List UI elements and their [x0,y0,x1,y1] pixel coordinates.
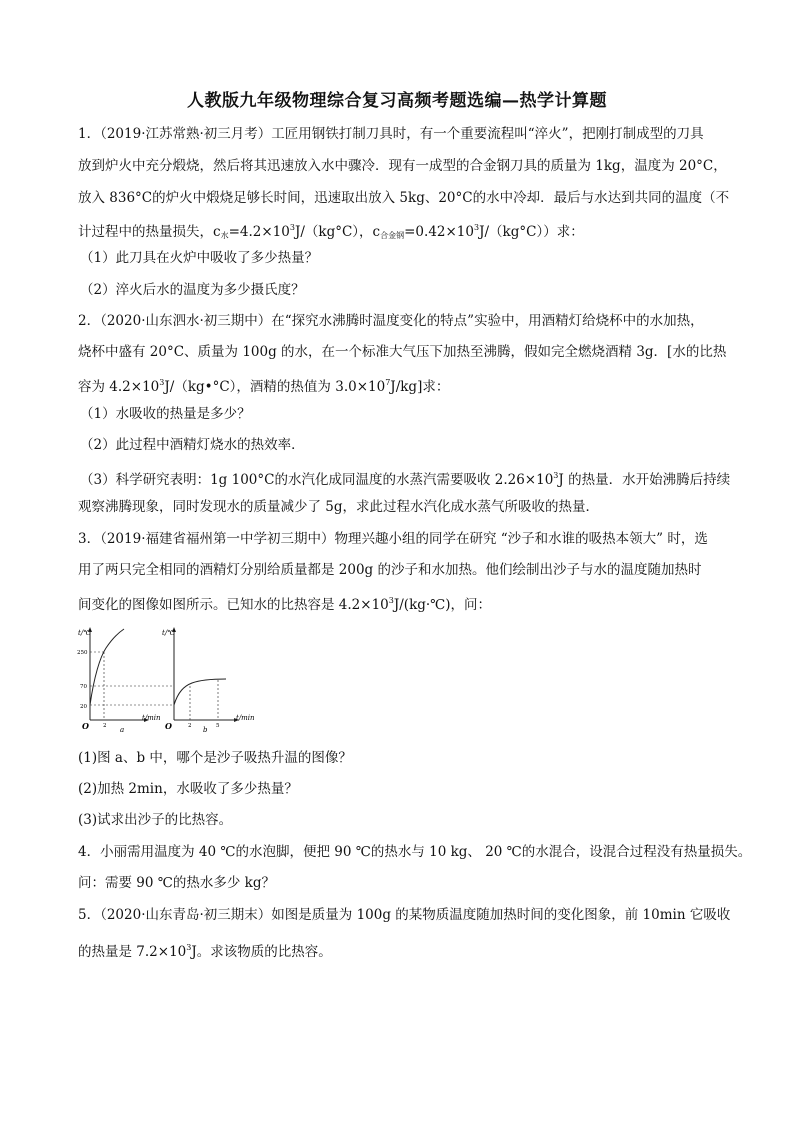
superscript: 3 [474,223,480,232]
q2-text: J/kg]求： [390,379,450,395]
graph-a-ytick-20: 20 [80,704,87,710]
graph-a-ytick-70: 70 [80,684,87,690]
graph-b [162,627,255,734]
graph-a-curve [90,629,124,705]
q2-text: J 的热量．水开始沸腾后持续 [558,472,731,488]
q1-part-2: （2）淬火后水的温度为多少摄氏度？ [80,282,305,298]
q3-line-3 [78,591,728,615]
graph-b-caption: b [203,726,208,734]
q1-line-2: 放到炉火中充分煅烧，然后将其迅速放入水中骤冷．现有一成型的合金钢刀具的质量为 1kg，温度为 20°C， [78,158,727,174]
q1-text: J/（kg°C），c [294,224,381,240]
q2-part-3 [80,466,730,490]
graph-a-xtick-2: 2 [103,723,107,729]
superscript: 3 [388,596,394,605]
q1-line-1: 1．（2019·江苏常熟·初三月考）工匠用钢铁打制刀具时，有一个重要流程叫“淬火”，把刚打制成型的刀具 [78,126,704,142]
graph-a-origin: O [82,721,89,731]
superscript: 7 [385,378,391,387]
q2-line-3 [78,373,728,397]
q2-text: J/（kg•°C），酒精的热值为 3.0×10 [164,379,386,395]
q5-text: J。求该物质的比热容。 [191,944,332,960]
q5-text: 的热量是 7.2×10 [78,944,187,960]
subscript-alloy: 合金钢 [380,231,405,240]
superscript: 3 [289,223,295,232]
q3-part-2: (2)加热 2min，水吸收了多少热量？ [78,781,298,797]
temperature-time-figure [76,622,266,734]
q3-part-3: (3)试求出沙子的比热容。 [78,812,233,828]
superscript: 3 [553,471,559,480]
graph-a [77,627,174,734]
subscript-water: 水 [220,231,229,240]
q1-text: 计过程中的热量损失，c [78,224,221,240]
figure-svg [76,622,266,734]
q1-text: =0.42×10 [404,224,474,240]
q2-part-2: （2）此过程中酒精灯烧水的热效率． [80,437,305,453]
q1-part-1: （1）此刀具在火炉中吸收了多少热量？ [80,250,319,266]
q2-part-3-cont: 观察沸腾现象，同时发现水的质量减少了 5g，求此过程水汽化成水蒸气所吸收的热量． [78,499,600,515]
q3-line-1: 3．（2019·福建省福州第一中学初三期中）物理兴趣小组的同学在研究 “沙子和水谁的吸热本领大” 时，选 [78,531,708,547]
q3-text: 间变化的图像如图所示。已知水的比热容是 4.2×10 [78,597,389,613]
graph-b-xtick-5: 5 [216,723,220,729]
q2-text: 容为 4.2×10 [78,379,160,395]
q3-text: J/(kg·℃)，问： [393,597,492,613]
q2-part-1: （1）水吸收的热量是多少？ [80,406,251,422]
q1-line-3: 放入 836°C的炉火中煅烧足够长时间，迅速取出放入 5kg、20°C的水中冷却．最后与水达到共同的温度（不 [78,190,730,206]
q2-text: （3）科学研究表明：1g 100°C的水汽化成同温度的水蒸汽需要吸收 2.26×10 [80,472,554,488]
graph-b-xlabel: t/min [236,714,255,722]
q1-line-4 [78,218,728,246]
graph-a-caption: a [120,726,125,734]
graph-a-ytick-250: 250 [77,650,88,656]
superscript: 3 [186,943,192,952]
page-title: 人教版九年级物理综合复习高频考题选编—热学计算题 [187,91,607,111]
q2-line-2: 烧杯中盛有 20°C、质量为 100g 的水，在一个标准大气压下加热至沸腾，假如完全燃烧酒精 3g．[水的比热 [78,344,727,360]
graph-a-ylabel: t/℃ [78,629,92,637]
graph-a-xlabel: t/min [142,714,161,722]
q4-line-1: 4．小丽需用温度为 40 ℃的水泡脚，便把 90 ℃的热水与 10 kg、 20 ℃的水混合，设混合过程没有热量损失。 [78,844,752,860]
q1-text: J/（kg°C））求： [479,224,584,240]
q4-line-2: 问：需要 90 ℃的热水多少 kg？ [78,875,275,891]
q3-line-2: 用了两只完全相同的酒精灯分别给质量都是 200g 的沙子和水加热。他们绘制出沙子与水的温度随加热时 [78,562,702,578]
q1-text: =4.2×10 [228,224,290,240]
q5-line-1: 5．（2020·山东青岛·初三期末）如图是质量为 100g 的某物质温度随加热时间的变化图象，前 10min 它吸收 [78,907,731,923]
q5-line-2 [78,938,728,962]
graph-b-origin: O [165,721,172,731]
q2-line-1: 2．（2020·山东泗水·初三期中）在“探究水沸腾时温度变化的特点”实验中，用酒精灯给烧杯中的水加热， [78,313,704,329]
graph-b-ylabel: t/℃ [162,629,176,637]
superscript: 3 [159,378,165,387]
q3-part-1: (1)图 a、b 中，哪个是沙子吸热升温的图像？ [78,750,352,766]
graph-b-xtick-2: 2 [188,723,192,729]
